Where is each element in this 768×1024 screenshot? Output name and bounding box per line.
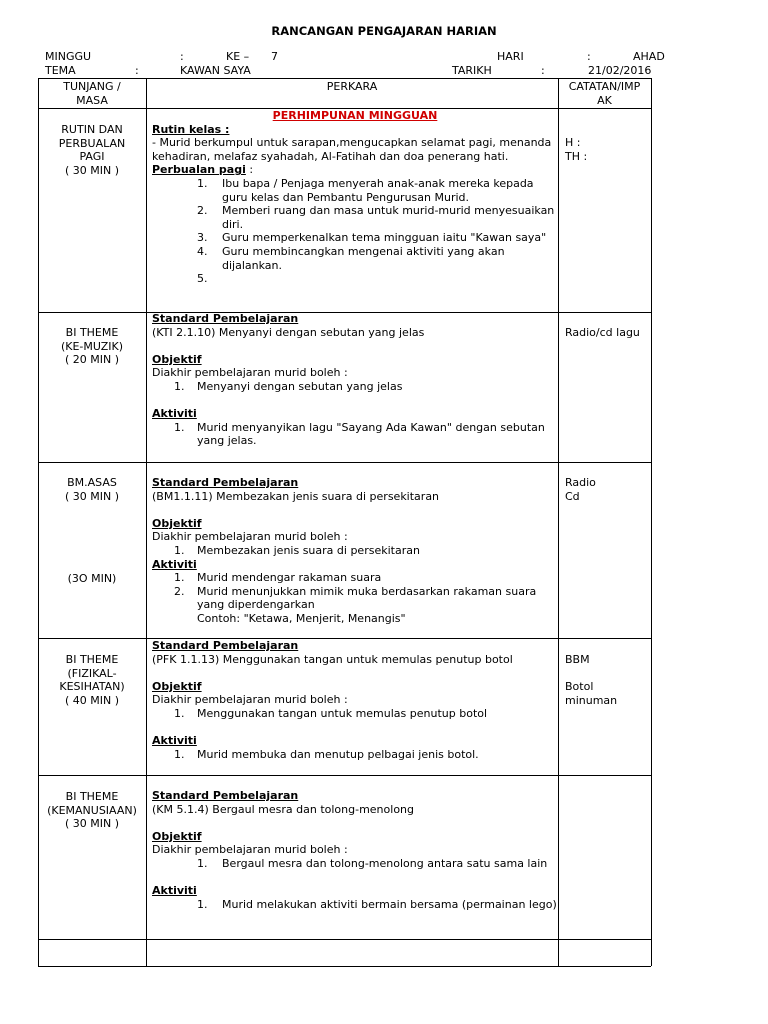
tema-colon: : xyxy=(135,64,139,77)
list-number: 1. xyxy=(197,176,208,190)
subject-line: KESIHATAN) xyxy=(59,680,125,694)
sp-text: (KM 5.1.4) Bergaul mesra dan tolong-menolong xyxy=(152,802,415,816)
hari-value: AHAD xyxy=(633,50,665,63)
tarikh-label: TARIKH xyxy=(452,64,492,77)
list-text: Murid menunjukkan mimik muka berdasarkan rakaman suara yang diperdengarkan xyxy=(197,584,537,612)
sp-heading: Standard Pembelajaran xyxy=(152,789,299,802)
row1-notes xyxy=(565,136,651,163)
sp-heading: Standard Pembelajaran xyxy=(152,476,299,489)
list-item xyxy=(152,544,558,558)
row3-notes xyxy=(565,476,651,503)
list-item xyxy=(152,204,558,231)
list-text: Menggunakan tangan untuk memulas penutup botol xyxy=(197,706,488,720)
subject-line: PERBUALAN xyxy=(58,136,126,150)
list-number: 1. xyxy=(174,543,185,557)
list-number: 1. xyxy=(174,747,185,761)
subject-line: (KEMANUSIAAN) xyxy=(47,803,137,817)
row2-notes xyxy=(565,326,651,340)
list-item xyxy=(152,748,558,762)
hari-label: HARI xyxy=(497,50,524,63)
row-divider xyxy=(38,966,651,967)
subject-line: ( 40 MIN ) xyxy=(64,693,120,707)
table-border-left xyxy=(38,78,39,966)
list-number: 4. xyxy=(197,244,208,258)
minggu-colon: : xyxy=(180,50,184,63)
list-text: Murid membuka dan menutup pelbagai jenis botol. xyxy=(197,747,479,761)
ke-label: KE – xyxy=(226,50,250,63)
sp-text: (BM1.1.11) Membezakan jenis suara di persekitaran xyxy=(152,489,440,503)
row4-subject xyxy=(38,653,146,707)
column-divider-1 xyxy=(146,78,147,966)
list-item xyxy=(152,245,558,272)
list-text: Murid mendengar rakaman suara xyxy=(197,571,382,585)
perbualan-colon: : xyxy=(245,163,254,177)
list-item xyxy=(152,707,558,721)
akt-heading: Aktiviti xyxy=(152,407,197,421)
notes-line: H : xyxy=(565,136,581,149)
list-text: Guru membincangkan mengenai aktiviti yang akan dijalankan. xyxy=(222,244,505,272)
sp-text: (KTI 2.1.10) Menyanyi dengan sebutan yang jelas xyxy=(152,325,425,339)
list-text: Bergaul mesra dan tolong-menolong antara satu sama lain xyxy=(222,856,548,870)
tema-value: KAWAN SAYA xyxy=(180,64,251,77)
row5-content xyxy=(152,789,558,911)
row4-content xyxy=(152,639,558,761)
header-catatan xyxy=(558,80,651,107)
list-number: 1. xyxy=(197,897,208,911)
obj-heading: Objektif xyxy=(152,352,202,366)
subject-line: (3O MIN) xyxy=(67,572,117,585)
row3-subject-extra xyxy=(38,572,146,586)
list-item xyxy=(152,231,558,245)
obj-text: Diakhir pembelajaran murid boleh : xyxy=(152,530,348,544)
list-item xyxy=(152,272,558,286)
row3-content xyxy=(152,476,558,626)
table-border-right xyxy=(651,78,652,966)
obj-text: Diakhir pembelajaran murid boleh : xyxy=(152,366,348,380)
akt-heading: Aktiviti xyxy=(152,557,197,571)
list-item xyxy=(152,571,558,585)
row1-subject xyxy=(38,123,146,177)
obj-heading: Objektif xyxy=(152,679,202,693)
row2-subject xyxy=(38,326,146,367)
list-text: Memberi ruang dan masa untuk murid-murid menyesuaikan diri. xyxy=(222,204,555,231)
akt-heading: Aktiviti xyxy=(152,734,197,748)
subject-line: RUTIN DAN xyxy=(61,123,123,136)
list-item xyxy=(152,380,558,394)
list-item xyxy=(152,857,558,871)
list-item xyxy=(152,585,558,612)
subject-line: BM.ASAS xyxy=(67,476,117,489)
list-number: 1. xyxy=(174,379,185,393)
notes-line: minuman xyxy=(565,693,618,707)
header-text: CATATAN/IMP xyxy=(568,80,641,93)
obj-text: Diakhir pembelajaran murid boleh : xyxy=(152,843,348,857)
row-divider xyxy=(38,78,651,79)
contoh-text xyxy=(152,612,558,626)
sp-text: (PFK 1.1.13) Menggunakan tangan untuk memulas penutup botol xyxy=(152,652,513,666)
list-text: Membezakan jenis suara di persekitaran xyxy=(197,543,420,557)
list-number: 1. xyxy=(197,856,208,870)
header-text: AK xyxy=(597,93,612,107)
notes-line: BBM xyxy=(565,653,590,666)
row2-content xyxy=(152,312,558,448)
notes-line: Botol xyxy=(565,680,594,694)
row-divider xyxy=(38,775,651,776)
list-text: Murid menyanyikan lagu "Sayang Ada Kawan" dengan sebutan yang jelas. xyxy=(197,420,545,448)
row-divider xyxy=(38,939,651,940)
notes-line: Radio xyxy=(565,476,596,489)
notes-line: TH : xyxy=(565,149,588,163)
row3-subject xyxy=(38,476,146,503)
hari-colon: : xyxy=(587,50,591,63)
rutin-text: - Murid berkumpul untuk sarapan,mengucapkan selamat pagi, menanda kehadiran, melafaz syahadah, Al-Fatihah dan doa penerang hati. xyxy=(152,136,552,163)
list-text: Menyanyi dengan sebutan yang jelas xyxy=(197,379,403,393)
list-item xyxy=(152,898,558,912)
list-text: Ibu bapa / Penjaga menyerah anak-anak mereka kepada guru kelas dan Pembantu Pengurusan Murid. xyxy=(222,176,534,204)
list-text: Guru memperkenalkan tema mingguan iaitu "Kawan saya" xyxy=(222,231,547,245)
sp-heading: Standard Pembelajaran xyxy=(152,639,299,652)
tarikh-colon: : xyxy=(541,64,545,77)
list-item xyxy=(152,177,558,204)
list-number: 2. xyxy=(174,584,185,598)
tarikh-value: 21/02/2016 xyxy=(588,64,652,77)
notes-line: Cd xyxy=(565,489,580,503)
subject-line: BI THEME xyxy=(65,326,119,339)
contoh-value: Contoh: "Ketawa, Menjerit, Menangis" xyxy=(197,611,406,625)
column-divider-2 xyxy=(558,78,559,966)
perbualan-heading: Perbualan pagi xyxy=(152,163,246,177)
lesson-table xyxy=(38,78,651,966)
row5-subject xyxy=(38,790,146,831)
minggu-label: MINGGU xyxy=(45,50,92,63)
row-divider xyxy=(38,462,651,463)
ke-value: 7 xyxy=(271,50,278,63)
notes-line: Radio/cd lagu xyxy=(565,326,640,339)
list-text: Murid melakukan aktiviti bermain bersama (permainan lego) xyxy=(222,897,557,911)
page-title: RANCANGAN PENGAJARAN HARIAN xyxy=(271,24,497,38)
list-number: 1. xyxy=(174,420,185,434)
subject-line: BI THEME xyxy=(65,653,119,666)
header-tunjang xyxy=(38,80,146,107)
subject-line: ( 30 MIN ) xyxy=(64,489,120,503)
sp-heading: Standard Pembelajaran xyxy=(152,312,299,325)
subject-line: ( 30 MIN ) xyxy=(64,163,120,177)
tema-label: TEMA xyxy=(45,64,76,77)
rutin-heading: Rutin kelas : xyxy=(152,122,230,136)
row1-content xyxy=(152,109,558,286)
header-text: MASA xyxy=(76,93,108,107)
list-number: 1. xyxy=(174,571,185,585)
list-number: 5. xyxy=(197,272,208,286)
list-number: 2. xyxy=(197,204,208,218)
subject-line: ( 20 MIN ) xyxy=(64,353,120,367)
header-perkara xyxy=(146,80,558,94)
assembly-heading: PERHIMPUNAN MINGGUAN xyxy=(272,109,438,122)
obj-text: Diakhir pembelajaran murid boleh : xyxy=(152,693,348,707)
subject-line: BI THEME xyxy=(65,790,119,803)
subject-line: ( 30 MIN ) xyxy=(64,817,120,831)
header-text: TUNJANG / xyxy=(63,80,121,93)
subject-line: (FIZIKAL- xyxy=(67,666,117,680)
list-number: 1. xyxy=(174,706,185,720)
header-text: PERKARA xyxy=(326,80,378,93)
list-item xyxy=(152,421,558,448)
subject-line: (KE-MUZIK) xyxy=(60,339,124,353)
akt-heading: Aktiviti xyxy=(152,884,197,898)
obj-heading: Objektif xyxy=(152,516,202,530)
row4-notes xyxy=(565,653,651,707)
list-number: 3. xyxy=(197,231,208,245)
obj-heading: Objektif xyxy=(152,829,202,843)
subject-line: PAGI xyxy=(79,150,105,164)
